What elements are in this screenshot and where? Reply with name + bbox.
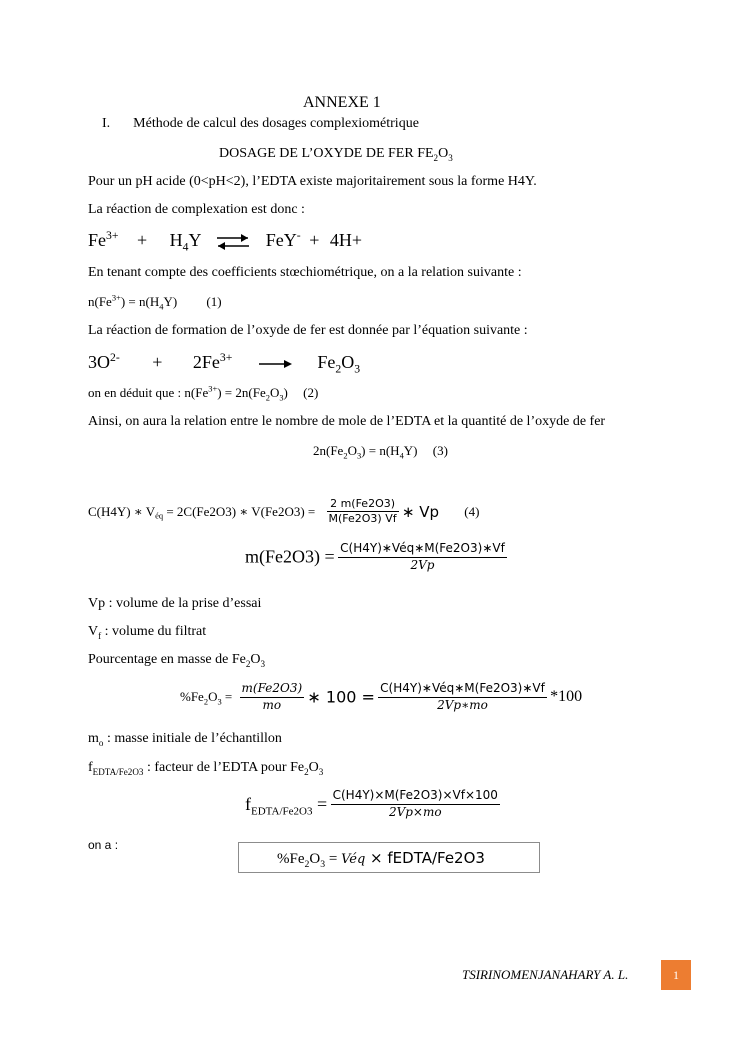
equilibrium-arrow-icon	[215, 234, 251, 250]
equation-4: C(H4Y) ∗ $V_{éq} = 2C(Fe2O3)$ ∗ V(Fe2O3) = $\frac{2 m(Fe2O3)}{M(Fe2O3) Vf}$ ∗ Vp (4)	[88, 497, 480, 526]
section-title: Méthode de calcul des dosages complexiométrique	[133, 116, 419, 131]
fraction-pct-1: $\frac{m(Fe2O3)}{mo}$	[241, 681, 303, 712]
reaction-arrow-icon	[257, 359, 293, 369]
paragraph-ph: Pour un pH acide (0<pH<2), l’EDTA existe majoritairement sous la forme H4Y.	[88, 174, 537, 189]
definition-vp: Vp : volume de la prise d’essai	[88, 596, 262, 611]
relation-3: $2n(Fe_2O_3) = n(H_4Y)$ (3)	[313, 443, 448, 461]
paragraph-relation: Ainsi, on aura la relation entre le nombre de mole de l’EDTA et la quantité de l’oxyde de fer	[88, 414, 606, 429]
footer-author: TSIRINOMENJANAHARY A. L.	[462, 967, 629, 982]
section-number: I.	[102, 116, 111, 131]
definition-mo: $m_o$ : masse initiale de l’échantillon	[88, 731, 282, 748]
fraction-mass: $\frac{\text{C(H4Y)∗Véq∗M(Fe2O3)∗Vf}}{2Vp}$	[340, 541, 505, 572]
paragraph-formation: La réaction de formation de l’oxyde de fer est donnée par l’équation suivante :	[88, 323, 528, 338]
on-a-label: on a :	[88, 838, 119, 852]
equation-percentage: $\%Fe_2O_3$ = $\frac{m(Fe2O3)}{mo}$ ∗ 100 = $\frac{\text{C(H4Y)∗Véq∗M(Fe2O3)∗Vf}}{2Vp∗mo}$ *100	[180, 681, 583, 712]
section-heading	[102, 116, 419, 132]
fraction-pct-2: $\frac{\text{C(H4Y)∗Véq∗M(Fe2O3)∗Vf}}{2Vp∗mo}$	[380, 681, 545, 712]
page-number: 1	[661, 960, 691, 990]
paragraph-complexation: La réaction de complexation est donc :	[88, 202, 305, 217]
equation-factor: $f_{EDTA/Fe2O3}$ = $\frac{C(H4Y)\times M(Fe2O3)\times Vf\times 100}{2Vp\times mo}$	[245, 788, 498, 819]
subtitle: DOSAGE DE L’OXYDE DE FER $FE_2O_3$	[219, 146, 453, 163]
final-formula: $\%Fe_2O_3$ = Véq × fEDTA/Fe2O3	[277, 849, 485, 870]
fraction-eq4: $\frac{2 m(Fe2O3)}{M(Fe2O3) Vf}$	[328, 497, 397, 526]
fraction-factor: $\frac{C(H4Y)\times M(Fe2O3)\times Vf\times 100}{2Vp\times mo}$	[332, 788, 498, 819]
equation-formation: $3O^{2-} + 2Fe^{3+}$ $Fe_2O_3$	[88, 351, 361, 376]
percentage-heading: Pourcentage en masse de $Fe_2O_3$	[88, 652, 266, 669]
relation-1: $n(Fe^{3+}) = n(H_4Y)$ (1)	[88, 292, 222, 312]
paragraph-stoichiometry: En tenant compte des coefficients stœchiométrique, on a la relation suivante :	[88, 265, 522, 280]
relation-2: on en déduit que : $n(Fe^{3+}) = 2n(Fe_2O_3)$ (2)	[88, 383, 319, 403]
annex-title: ANNEXE 1	[303, 94, 381, 111]
definition-vf: $V_f$ : volume du filtrat	[88, 624, 207, 641]
equation-mass: m(Fe2O3) = $\frac{\text{C(H4Y)∗Véq∗M(Fe2O3)∗Vf}}{2Vp}$	[245, 541, 505, 572]
final-formula-box	[238, 842, 540, 873]
definition-fedta: $f_{EDTA/Fe2O3}$ : facteur de l’EDTA pour $Fe_2O_3$	[88, 760, 324, 777]
equation-complexation: $Fe^{3+} + H_4Y$ FeY- + 4H+	[88, 229, 362, 254]
